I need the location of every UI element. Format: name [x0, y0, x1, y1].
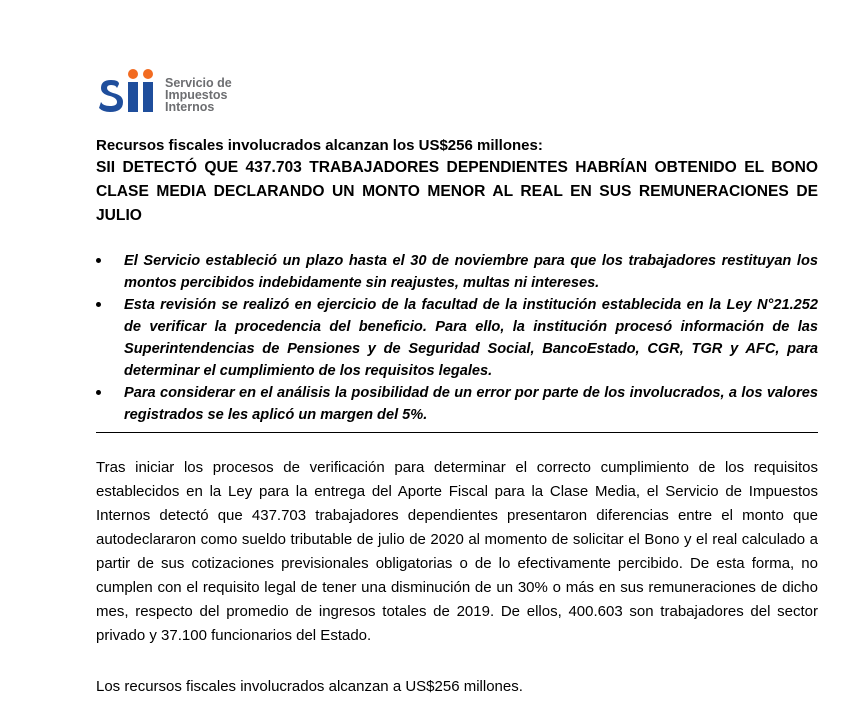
bullet-item: [96, 294, 818, 382]
bullet-text: Para considerar en el análisis la posibilidad de un error por parte de los involucrados, a los valores registrados se les aplicó un margen del 5%.: [124, 385, 818, 423]
section-divider: [96, 432, 818, 433]
bullet-item: [96, 250, 818, 294]
logo-line: Servicio de: [165, 76, 232, 90]
bullet-text: El Servicio estableció un plazo hasta el 30 de noviembre para que los trabajadores restituyan los montos percibidos indebidamente sin reajustes, multas ni intereses.: [124, 253, 818, 291]
kicker-subtitle: Recursos fiscales involucrados alcanzan los US$256 millones:: [96, 137, 543, 154]
bullet-dot: [96, 302, 101, 307]
sii-logo: [97, 68, 257, 118]
summary-bullets: [96, 250, 818, 426]
logo-line: Impuestos: [165, 88, 228, 102]
bullet-item: [96, 382, 818, 426]
sii-logo-mark: [97, 68, 161, 114]
body-paragraph: Tras iniciar los procesos de verificación para determinar el correcto cumplimiento de los requisitos establecidos en la Ley para la entrega del Aporte Fiscal para la Clase Media, el Servicio de Impuestos Internos detectó que 437.703 trabajadores dependientes presentaron diferencias entre el monto que autodeclararon como sueldo tributable de julio de 2020 al momento de solicitar el Bono y el real calculado a partir de sus cotizaciones previsionales obligatorias o de lo efectivamente percibido. De esta forma, no cumplen con el requisito legal de tener una disminución de un 30% o más en sus remuneraciones de dicho mes, respecto del promedio de ingresos totales de 2019. De ellos, 400.603 son trabajadores del sector privado y 37.100 funcionarios del Estado.: [96, 459, 818, 644]
bullet-dot: [96, 258, 101, 263]
logo-line: Internos: [165, 100, 215, 114]
bullet-text: Esta revisión se realizó en ejercicio de la facultad de la institución establecida en la Ley N°21.252 de verificar la procedencia del beneficio. Para ello, la institución procesó información de las Superintendencias de Pensiones y de Seguridad Social, BancoEstado, CGR, TGR y AFC, para determinar el cumplimiento de los requisitos legales.: [124, 297, 818, 379]
headline: SII DETECTÓ QUE 437.703 TRABAJADORES DEPENDIENTES HABRÍAN OBTENIDO EL BONO CLASE MEDIA DECLARANDO UN MONTO MENOR AL REAL EN SUS REMUNERACIONES DE JULIO: [96, 159, 818, 224]
sii-logo-wordmark: [165, 77, 232, 113]
body-paragraph: Los recursos fiscales involucrados alcanzan a US$256 millones.: [96, 678, 523, 695]
bullet-dot: [96, 390, 101, 395]
